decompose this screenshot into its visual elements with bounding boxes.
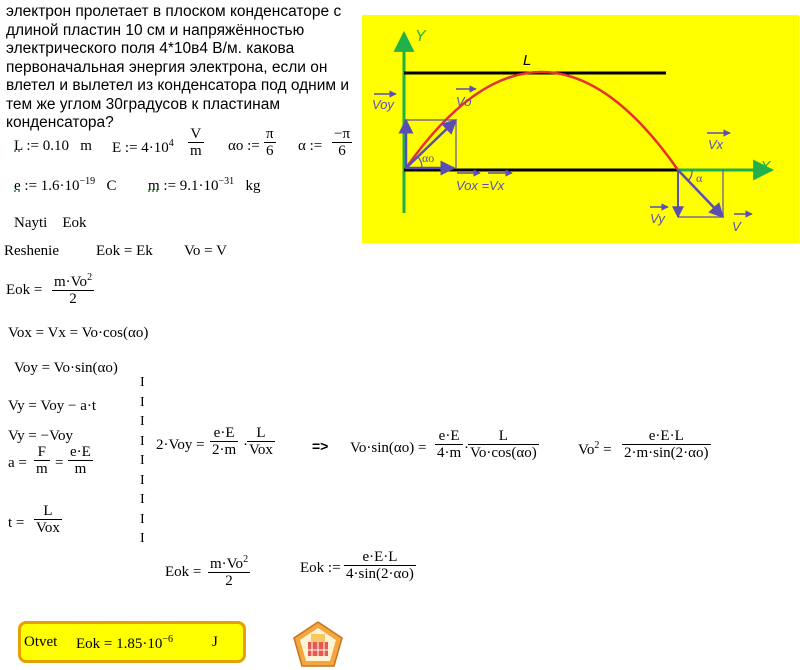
frac-vo2: $\frac{e\cdot E\cdot L}{2\cdot m\cdot\sin(2\cdot\alpha o)}$ [624,428,709,461]
answer-unit: J [212,634,218,650]
voy-label: Voy [372,97,394,112]
dot2: · [464,440,469,456]
plate-length-label: L [523,52,532,69]
a-frac1: $\frac{F}{m}$ [36,444,48,477]
vx-right-label: Vx [708,137,724,152]
frac-eE-2m: $\frac{e\cdot E}{2\cdot m}$ [212,425,237,458]
a-frac2: $\frac{e\cdot E}{m}$ [70,444,91,477]
problem-line: конденсатора? [6,114,114,131]
problem-line: электрического поля 4*10в4 В/м. какова [6,40,295,57]
problem-line: влетел и вылетел из конденсатора под одним и [6,77,350,94]
problem-line: тем же углом 30градусов к пластинам [6,95,280,113]
given-E: E := $4\cdot 10^4$ [112,138,174,156]
eok2-frac: $\frac{m\cdot Vo^2}{2}$ [210,554,249,589]
given-e: e := $1.6\cdot 10^{-19}$ C [14,176,117,194]
frac-eE-4m: $\frac{e\cdot E}{4\cdot m}$ [437,428,462,461]
a-eq-sign: = [55,455,64,471]
vox-vx-label: Vox =Vx [456,178,505,193]
implies-arrow: => [312,438,329,454]
v-label: V [732,219,741,234]
vy-eq2: Vy = −Voy [8,428,73,444]
answer-expr: Eok = $1.85\cdot 10^{-6}$ [76,634,174,652]
t-frac: $\frac{L}{\text{Vox}}$ [36,503,60,536]
solution-label: Reshenie [4,243,59,259]
pentagon-logo-icon [292,620,344,668]
find-label: Nayti Eok [14,215,87,231]
frac-L-vocos: $\frac{L}{Vo\cdot\cos(\alpha o)}$ [470,428,537,461]
problem-line: первоначальная энергия электрона, если он [6,58,328,76]
alpha0-label: αo [422,151,435,165]
given-alpha0: αo := [228,138,260,154]
given-E-unit: $\frac{V}{m}$ [190,126,202,159]
given-L: L := 0.10 m [14,138,92,154]
t-lhs: t = [8,515,25,531]
eok3-frac: $\frac{e\cdot E\cdot L}{4\cdot\sin(2\cdot\alpha o)}$ [346,549,414,582]
vo2-lhs: Vo$^2$ = [578,440,612,458]
problem-text [6,3,362,133]
eok2-lhs: Eok = [165,564,202,580]
vox-eq: Vox = Vx = Vo·cos(αo) [8,325,149,341]
dot: · [243,437,248,453]
vosin-lhs: Vo·sin(αo) = [350,440,427,456]
diagram-background [362,15,799,243]
eok3-lhs: Eok := [300,560,341,576]
given-alpha: α := [298,138,323,154]
separator: I I I I I I I I I [140,375,145,546]
vy-eq1: Vy = Voy − a·t [8,398,97,414]
capacitor-diagram [362,15,799,243]
given-m: m := $9.1\cdot 10^{-31}$ kg [148,176,261,194]
solution-eq2: Vo = V [184,243,227,259]
x-axis-label: X [760,159,771,176]
eok-frac: $\frac{m\cdot Vo^2}{2}$ [54,272,93,307]
alpha-label: α [696,171,703,185]
answer-label: Otvet [24,634,58,650]
a-lhs: a = [8,455,27,471]
given-alpha0-frac: $\frac{\pi}{6}$ [266,126,274,159]
voy2-lhs: 2·Voy = [156,437,205,453]
solution-eq1: Eok = Ek [96,243,153,259]
y-axis-label: Y [415,28,426,45]
frac-L-Vox: $\frac{L}{\text{Vox}}$ [249,425,273,458]
voy-eq: Voy = Vo·sin(αo) [14,360,118,376]
vo-label: Vo [456,94,472,109]
given-alpha-frac: $\frac{-\pi}{6}$ [334,126,351,159]
problem-line: электрон пролетает в плоском конденсаторе с [6,3,342,20]
problem-line: длиной пластин 10 см и напряжённостью [6,21,305,39]
eok-lhs: Eok = [6,282,43,298]
vy-label: Vy [650,211,665,226]
